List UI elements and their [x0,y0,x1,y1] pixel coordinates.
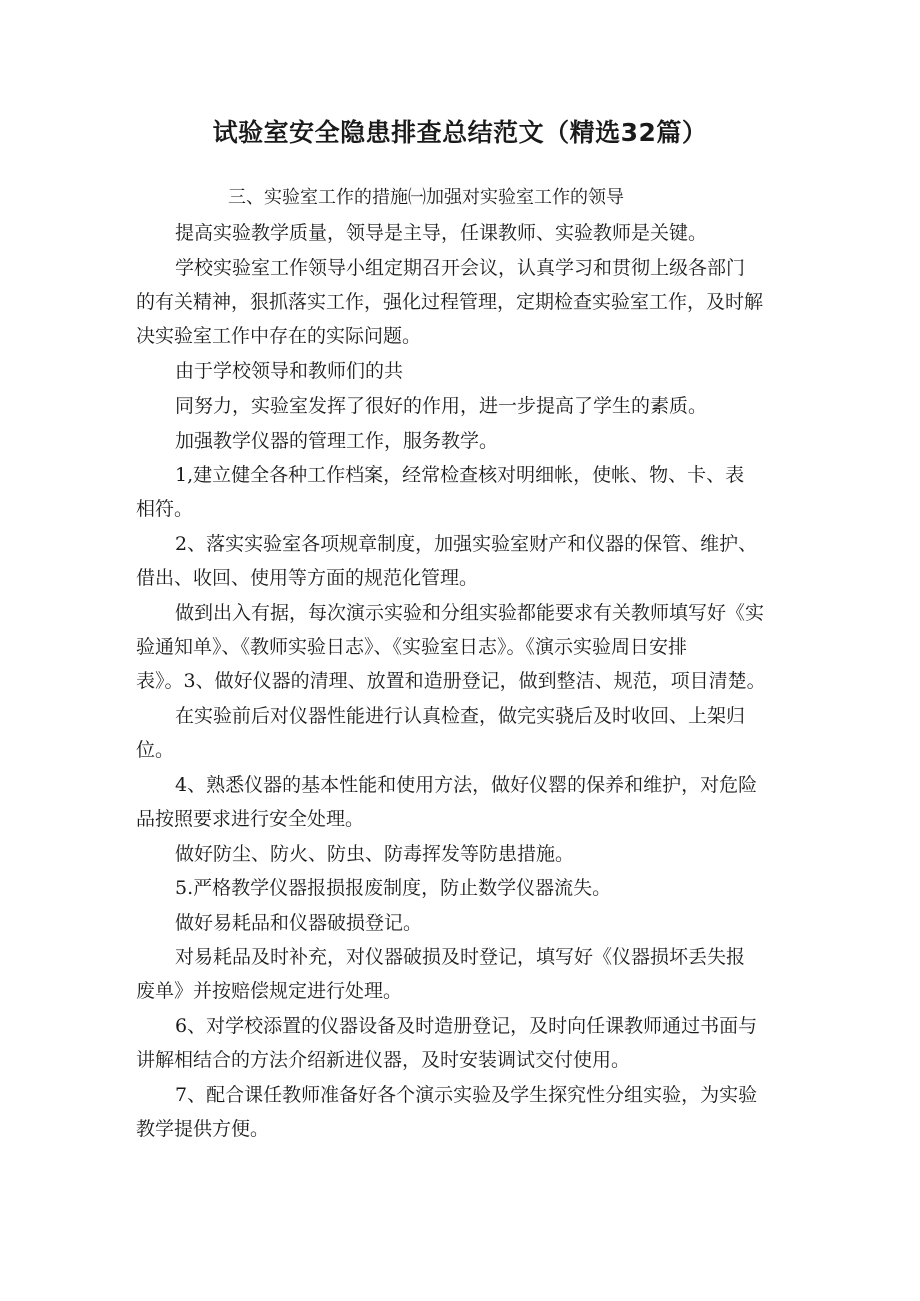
list-item-line: 6、对学校添置的仪器设备及时造册登记，及时向任课教师通过书面与 [175,1015,758,1037]
paragraph-line: 表》。3、做好仪器的清理、放置和造册登记，做到整洁、规范，项目清楚。 [136,670,766,692]
paragraph-line: 加强教学仪器的管理工作，服务教学。 [175,430,499,452]
paragraph-line: 提高实验教学质量，领导是主导，任课教师、实验教师是关键。 [175,222,708,244]
paragraph-line: 对易耗品及时补充，对仪器破损及时登记，填写好《仪器损坏丢失报 [175,946,746,968]
paragraph-line: 验通知单》、《教师实验日志》、《实验室日志》。《演示实验周日安排 [136,636,688,658]
list-item-line: 品按照要求进行安全处理。 [136,808,365,830]
list-item-line: 教学提供方便。 [136,1118,270,1140]
paragraph-line: 做好易耗品和仪器破损登记。 [175,912,423,934]
paragraph-line: 决实验室工作中存在的实际问题。 [136,325,422,347]
paragraph-line: 学校实验室工作领导小组定期召开会议，认真学习和贯彻上级各部门 [175,257,746,279]
list-item-line: 1,建立健全各种工作档案，经常检查核对明细帐，使帐、物、卡、表 [175,464,745,486]
paragraph-line: 由于学校领导和教师们的共 [175,360,404,382]
paragraph-line: 同努力，实验室发挥了很好的作用，进一步提高了学生的素质。 [175,395,708,417]
list-item-line: 讲解相结合的方法介绍新进仪器，及时安装调试交付使用。 [136,1049,631,1071]
list-item-line: 2、落实实验室各项规章制度，加强实验室财产和仪器的保管、维护、 [175,533,758,555]
list-item-line: 7、配合课任教师准备好各个演示实验及学生探究性分组实验，为实验 [175,1084,758,1106]
list-item-line: 借出、收回、使用等方面的规范化管理。 [136,567,479,589]
paragraph-line: 做好防尘、防火、防虫、防毒挥发等防患措施。 [175,843,575,865]
list-item-line: 4、熟悉仪器的基本性能和使用方法，做好仪罂的保养和维护，对危险 [175,774,758,796]
paragraph-line: 在实验前后对仪器性能进行认真检查，做完实骁后及时收回、上架归 [175,705,746,727]
paragraph-line: 的有关精神，狠抓落实工作，强化过程管理，定期检查实验室工作，及时解 [136,291,764,313]
paragraph-line: 做到出入有据，每次演示实验和分组实验都能要求有关教师填写好《实 [175,602,765,624]
list-item-line: 相符。 [136,498,194,520]
list-item-line: 5.严格教学仪器报损报废制度，防止数学仪器流失。 [175,877,612,899]
section-heading: 三、实验室工作的措施㈠加强对实验室工作的领导 [228,187,624,208]
paragraph-line: 废单》并按赔偿规定进行处理。 [136,980,403,1002]
document-title: 试验室安全隐患排查总结范文（精选32篇） [212,118,708,147]
paragraph-line: 位。 [136,739,175,761]
